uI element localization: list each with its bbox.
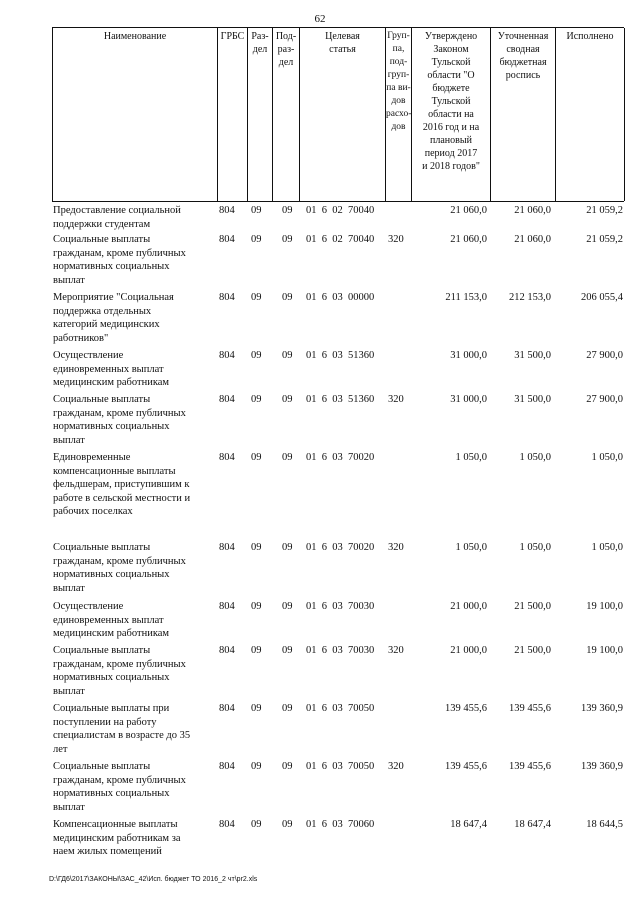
header-utverzhdeno: Утверждено Законом Тульской области "О бюджете Тульской области на 2016 год и на плановый период 2017 и 2018 годов" — [412, 28, 491, 201]
page-number: 62 — [314, 13, 326, 25]
row-grbs: 804 — [219, 452, 235, 463]
row-revised: 21 500,0 — [514, 601, 551, 612]
row-executed: 27 900,0 — [586, 394, 623, 405]
row-target-article: 01 6 03 70030 — [306, 645, 375, 656]
row-razdel: 09 — [251, 394, 262, 405]
row-revised: 212 153,0 — [509, 292, 551, 303]
row-target-article: 01 6 03 00000 — [306, 292, 375, 303]
row-executed: 1 050,0 — [591, 452, 623, 463]
row-podrazdel: 09 — [282, 819, 293, 830]
row-target-article: 01 6 03 70020 — [306, 542, 375, 553]
row-name: Социальные выплаты гражданам, кроме публичных нормативных социальных выплат — [53, 394, 186, 446]
row-podrazdel: 09 — [282, 350, 293, 361]
row-razdel: 09 — [251, 819, 262, 830]
row-expense-type: 320 — [388, 542, 404, 553]
row-approved: 139 455,6 — [445, 703, 487, 714]
row-razdel: 09 — [251, 645, 262, 656]
row-name: Социальные выплаты при поступлении на работу специалистам в возрасте до 35 лет — [53, 703, 191, 755]
row-name: Предоставление социальной поддержки студентам — [53, 205, 181, 230]
row-revised: 1 050,0 — [519, 542, 551, 553]
row-revised: 21 060,0 — [514, 205, 551, 216]
row-grbs: 804 — [219, 234, 235, 245]
row-name: Социальные выплаты гражданам, кроме публичных нормативных социальных выплат — [53, 761, 186, 813]
row-revised: 1 050,0 — [519, 452, 551, 463]
row-podrazdel: 09 — [282, 761, 293, 772]
row-name: Социальные выплаты гражданам, кроме публичных нормативных социальных выплат — [53, 645, 186, 697]
row-podrazdel: 09 — [282, 205, 293, 216]
row-revised: 31 500,0 — [514, 350, 551, 361]
row-grbs: 804 — [219, 761, 235, 772]
row-grbs: 804 — [219, 394, 235, 405]
row-grbs: 804 — [219, 645, 235, 656]
row-target-article: 01 6 03 51360 — [306, 350, 375, 361]
row-revised: 139 455,6 — [509, 761, 551, 772]
row-executed: 27 900,0 — [586, 350, 623, 361]
row-approved: 18 647,4 — [450, 819, 487, 830]
row-executed: 19 100,0 — [586, 601, 623, 612]
row-podrazdel: 09 — [282, 292, 293, 303]
row-grbs: 804 — [219, 292, 235, 303]
row-name: Осуществление единовременных выплат медицинским работникам — [53, 601, 170, 640]
row-executed: 139 360,9 — [581, 761, 623, 772]
row-razdel: 09 — [251, 601, 262, 612]
row-name: Социальные выплаты гражданам, кроме публичных нормативных социальных выплат — [53, 542, 186, 594]
row-expense-type: 320 — [388, 394, 404, 405]
row-expense-type: 320 — [388, 645, 404, 656]
row-grbs: 804 — [219, 601, 235, 612]
row-name: Компенсационные выплаты медицинским работникам за наем жилых помещений — [53, 819, 181, 858]
row-revised: 18 647,4 — [514, 819, 551, 830]
header-razdel: Раз- дел — [248, 28, 273, 201]
header-celevaya: Целевая статья — [300, 28, 386, 201]
row-expense-type: 320 — [388, 761, 404, 772]
row-revised: 31 500,0 — [514, 394, 551, 405]
row-grbs: 804 — [219, 542, 235, 553]
row-name: Мероприятие "Социальная поддержка отдельных категорий медицинских работников" — [53, 292, 174, 344]
row-target-article: 01 6 03 70020 — [306, 452, 375, 463]
row-approved: 1 050,0 — [455, 542, 487, 553]
header-ispolneno: Исполнено — [556, 28, 625, 201]
header-utochnennaya: Уточненная сводная бюджетная роспись — [491, 28, 556, 201]
row-razdel: 09 — [251, 350, 262, 361]
row-razdel: 09 — [251, 205, 262, 216]
row-target-article: 01 6 02 70040 — [306, 234, 375, 245]
row-target-article: 01 6 03 70060 — [306, 819, 375, 830]
row-name: Осуществление единовременных выплат медицинским работникам — [53, 350, 170, 389]
row-podrazdel: 09 — [282, 394, 293, 405]
row-executed: 21 059,2 — [586, 205, 623, 216]
row-approved: 21 060,0 — [450, 234, 487, 245]
header-grbs: ГРБС — [218, 28, 248, 201]
row-revised: 21 060,0 — [514, 234, 551, 245]
row-executed: 21 059,2 — [586, 234, 623, 245]
row-approved: 1 050,0 — [455, 452, 487, 463]
row-razdel: 09 — [251, 292, 262, 303]
row-approved: 21 000,0 — [450, 601, 487, 612]
header-name: Наименование — [53, 28, 218, 201]
row-podrazdel: 09 — [282, 601, 293, 612]
row-razdel: 09 — [251, 452, 262, 463]
row-grbs: 804 — [219, 350, 235, 361]
row-executed: 139 360,9 — [581, 703, 623, 714]
table-header — [52, 27, 624, 202]
row-approved: 31 000,0 — [450, 394, 487, 405]
row-executed: 206 055,4 — [581, 292, 623, 303]
row-executed: 19 100,0 — [586, 645, 623, 656]
row-podrazdel: 09 — [282, 703, 293, 714]
row-podrazdel: 09 — [282, 452, 293, 463]
row-executed: 18 644,5 — [586, 819, 623, 830]
header-podrazdel: Под- раз- дел — [273, 28, 300, 201]
row-target-article: 01 6 03 70050 — [306, 761, 375, 772]
row-grbs: 804 — [219, 703, 235, 714]
row-target-article: 01 6 02 70040 — [306, 205, 375, 216]
row-grbs: 804 — [219, 205, 235, 216]
row-revised: 139 455,6 — [509, 703, 551, 714]
row-target-article: 01 6 03 70030 — [306, 601, 375, 612]
row-razdel: 09 — [251, 542, 262, 553]
row-approved: 211 153,0 — [445, 292, 487, 303]
row-expense-type: 320 — [388, 234, 404, 245]
row-approved: 21 000,0 — [450, 645, 487, 656]
row-approved: 21 060,0 — [450, 205, 487, 216]
row-razdel: 09 — [251, 761, 262, 772]
row-name: Единовременные компенсационные выплаты фельдшерам, приступившим к работе в сельской местности и рабочих поселках — [53, 452, 191, 518]
row-grbs: 804 — [219, 819, 235, 830]
row-razdel: 09 — [251, 703, 262, 714]
file-path-footer: D:\ГД6\2017\ЗАКОНЫ\ЗАС_42\Исп. бюджет ТО 2016_2 чт\pr2.xls — [49, 876, 258, 883]
row-approved: 139 455,6 — [445, 761, 487, 772]
row-target-article: 01 6 03 70050 — [306, 703, 375, 714]
row-approved: 31 000,0 — [450, 350, 487, 361]
row-executed: 1 050,0 — [591, 542, 623, 553]
row-target-article: 01 6 03 51360 — [306, 394, 375, 405]
row-name: Социальные выплаты гражданам, кроме публичных нормативных социальных выплат — [53, 234, 186, 286]
row-podrazdel: 09 — [282, 542, 293, 553]
row-podrazdel: 09 — [282, 234, 293, 245]
header-gruppa: Груп- па, под- груп- па ви- дов расхо- дов — [386, 28, 412, 201]
row-podrazdel: 09 — [282, 645, 293, 656]
row-razdel: 09 — [251, 234, 262, 245]
row-revised: 21 500,0 — [514, 645, 551, 656]
